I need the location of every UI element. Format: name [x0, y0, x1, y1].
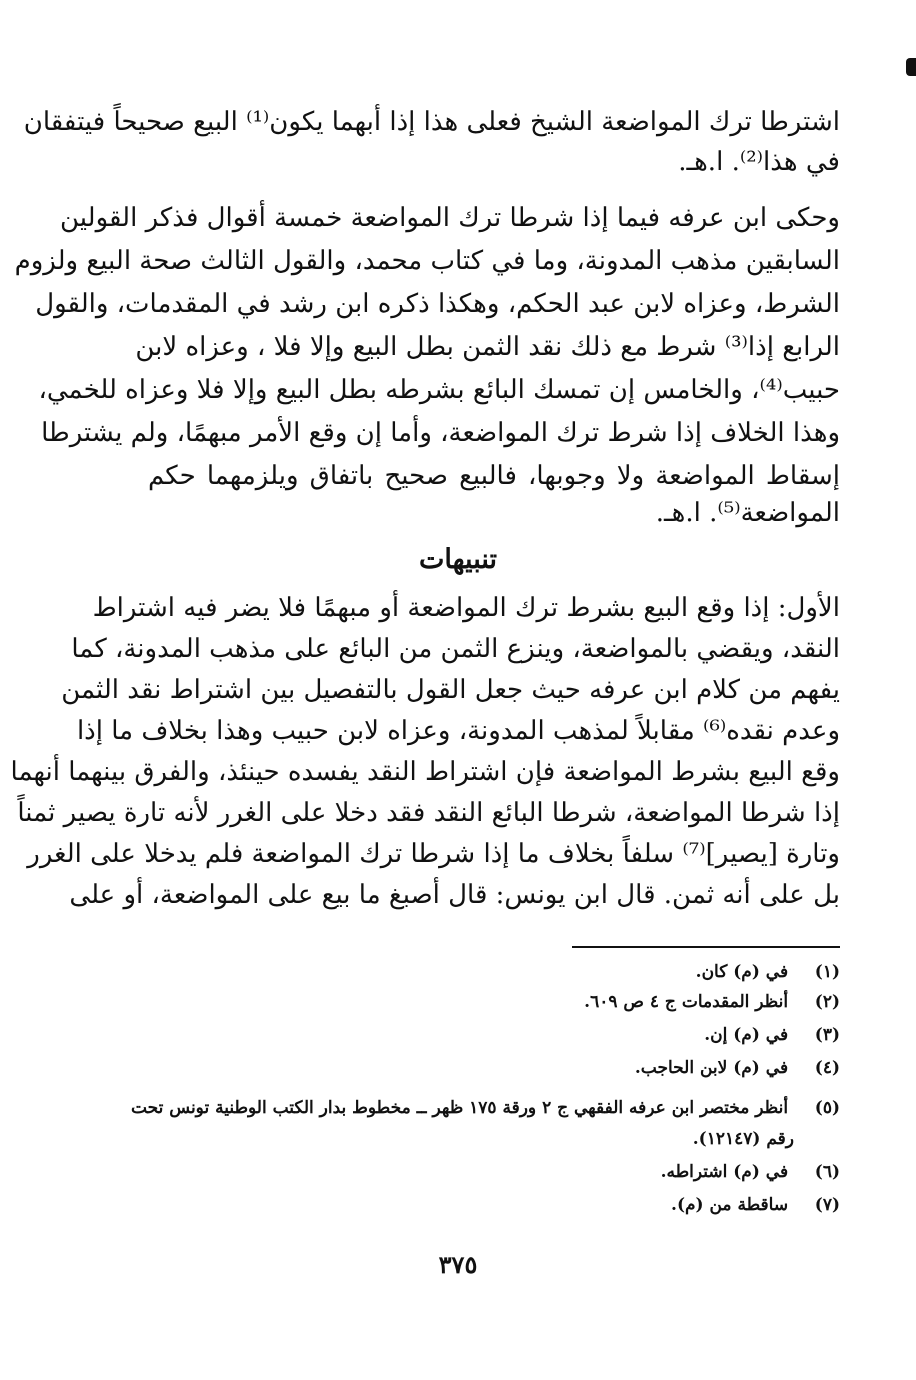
- footnote-text: في (م) إن.: [704, 1025, 789, 1045]
- body-line: المواضعة⁽⁵⁾. ا.هـ.: [655, 498, 840, 528]
- scan-edge-mark: [906, 58, 916, 76]
- section-heading: تنبيهات: [418, 544, 498, 575]
- body-line: النقد، ويقضي بالمواضعة، وينزع الثمن من البائع على مذهب المدونة، كما: [71, 634, 840, 664]
- body-line: وتارة [يصير]⁽⁷⁾ سلفاً بخلاف ما إذا شرطا ترك المواضعة فلم يدخلا على الغرر: [27, 839, 840, 869]
- footnote-number: (٤): [814, 1058, 840, 1078]
- footnote-number: (١): [814, 962, 840, 982]
- footnote-text: في (م) اشتراطه.: [660, 1162, 789, 1182]
- footnote: [148, 1053, 840, 1083]
- body-line: يفهم من كلام ابن عرفه حيث جعل القول بالتفصيل بين اشتراط نقد الثمن: [61, 675, 840, 705]
- body-line: في هذا⁽²⁾. ا.هـ.: [678, 147, 840, 177]
- body-line: إذا شرطا المواضعة، شرطا البائع النقد فقد دخلا على الغرر لأنه تارة يصير ثمناً: [17, 798, 840, 828]
- body-line: وقع البيع بشرط المواضعة فإن اشتراط النقد يفسده حينئذ، والفرق بينهما أنهما: [10, 757, 840, 787]
- footnote-continuation: رقم (١٢١٤٧).: [692, 1129, 794, 1149]
- body-line: إسقاط المواضعة ولا وجوبها، فالبيع صحيح باتفاق ويلزمهما حكم: [148, 461, 840, 491]
- body-line: الشرط، وعزاه لابن عبد الحكم، وهكذا ذكره ابن رشد في المقدمات، والقول: [35, 289, 840, 319]
- footnote-text: أنظر مختصر ابن عرفه الفقهي ج ٢ ورقة ١٧٥ ظهر ــ مخطوط بدار الكتب الوطنية تونس تحت: [130, 1098, 789, 1118]
- body-line: السابقين مذهب المدونة، وما في كتاب محمد، والقول الثالث صحة البيع ولزوم: [14, 246, 840, 276]
- body-line: وحكى ابن عرفه فيما إذا شرطا ترك المواضعة خمسة أقوال فذكر القولين: [60, 203, 840, 233]
- body-line: الأول: إذا وقع البيع بشرط ترك المواضعة أو مبهمًا فلا يضر فيه اشتراط: [92, 593, 840, 623]
- body-line: الرابع إذا⁽³⁾ شرط مع ذلك نقد الثمن بطل البيع وإلا فلا ، وعزاه لابن: [135, 332, 840, 362]
- footnote-number: (٥): [814, 1098, 840, 1118]
- footnote-separator: [572, 946, 840, 948]
- footnote: [130, 1093, 840, 1123]
- footnote: [148, 957, 840, 987]
- body-line: وهذا الخلاف إذا شرط ترك المواضعة، وأما إن وقع الأمر مبهمًا، ولم يشترطا: [41, 418, 840, 448]
- footnote-text: في (م) كان.: [695, 962, 789, 982]
- footnote-text: ساقطة من (م).: [671, 1195, 789, 1215]
- body-line: بل على أنه ثمن. قال ابن يونس: قال أصبغ ما بيع على المواضعة، أو على: [69, 880, 840, 910]
- footnote-number: (٢): [814, 992, 840, 1012]
- footnote-text: أنظر المقدمات ج ٤ ص ٦٠٩.: [584, 992, 789, 1012]
- page-number: ٣٧٥: [438, 1250, 478, 1279]
- footnote: [148, 1190, 840, 1220]
- footnote: [148, 1020, 840, 1050]
- footnote-number: (٣): [814, 1025, 840, 1045]
- footnote: [148, 1157, 840, 1187]
- footnote-number: (٦): [814, 1162, 840, 1182]
- body-line: اشترطا ترك المواضعة الشيخ فعلى هذا إذا أبهما يكون⁽¹⁾ البيع صحيحاً فيتفقان: [23, 107, 840, 137]
- footnote-number: (٧): [814, 1195, 840, 1215]
- footnote-text: في (م) لابن الحاجب.: [634, 1058, 789, 1078]
- body-line: حبيب⁽⁴⁾، والخامس إن تمسك البائع بشرطه بطل البيع وإلا فلا وعزاه للخمي،: [38, 375, 840, 405]
- body-line: وعدم نقده⁽⁶⁾ مقابلاً لمذهب المدونة، وعزاه لابن حبيب وهذا بخلاف ما إذا: [76, 716, 840, 746]
- footnote: [148, 987, 840, 1017]
